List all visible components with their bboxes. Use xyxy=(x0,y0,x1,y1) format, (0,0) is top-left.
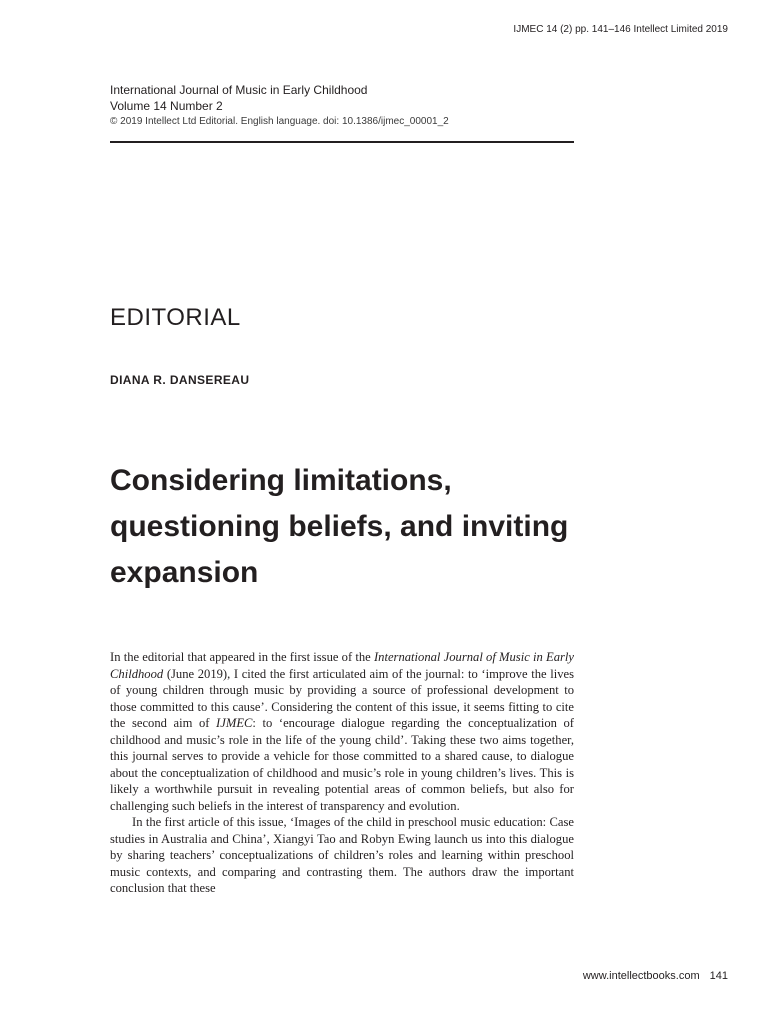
journal-abbrev-italic: IJMEC xyxy=(216,716,253,730)
page-footer xyxy=(583,970,728,982)
page-number: 141 xyxy=(709,970,728,982)
body-text-segment: (June 2019), I cited the first articulated aim of the journal: to ‘improve the lives of young children through music by providing a source of professional development to those committed to this cause’. Considering the content of this issue, it seems fitting to cite the second aim of xyxy=(110,666,574,730)
journal-title: International Journal of Music in Early Childhood xyxy=(110,83,368,97)
header-rule xyxy=(110,141,574,143)
journal-name-italic: International Journal of Music in Early Childhood xyxy=(110,650,574,681)
article-body xyxy=(110,649,574,897)
journal-copyright: © 2019 Intellect Ltd Editorial. English language. doi: 10.1386/ijmec_00001_2 xyxy=(110,116,449,127)
section-label: EDITORIAL xyxy=(110,304,241,331)
article-title: Considering limitations, questioning beliefs, and inviting expansion xyxy=(110,464,569,589)
body-text-segment: : to ‘encourage dialogue regarding the conceptualization of childhood and music’s role in the life of the young child’. Taking these two aims together, this journal serves to provide a vehicle for those committed to a shared cause, to dialogue about the conceptualization of childhood and music’s role in young children’s lives. This is likely a worthwhile pursuit in revealing potential areas of common beliefs, but also for challenging such beliefs in the interest of transparency and evolution. xyxy=(110,716,575,813)
body-paragraph-1 xyxy=(110,649,574,814)
publisher-url: www.intellectbooks.com xyxy=(582,970,700,982)
author-name: DIANA R. DANSEREAU xyxy=(110,373,250,387)
body-paragraph-2: In the first article of this issue, ‘Images of the child in preschool music education: Case studies in Australia and China’, Xiangyi Tao and Robyn Ewing launch us into this dialogue by sharing teachers’ conceptualizations of children’s roles and learning within preschool music contexts, and comparing and contrasting them. The authors draw the important conclusion that these xyxy=(110,815,574,895)
journal-info xyxy=(110,82,574,129)
journal-volume: Volume 14 Number 2 xyxy=(110,99,223,113)
running-head: IJMEC 14 (2) pp. 141–146 Intellect Limited 2019 xyxy=(513,24,728,35)
body-text-segment: In the editorial that appeared in the first issue of the xyxy=(110,650,374,664)
